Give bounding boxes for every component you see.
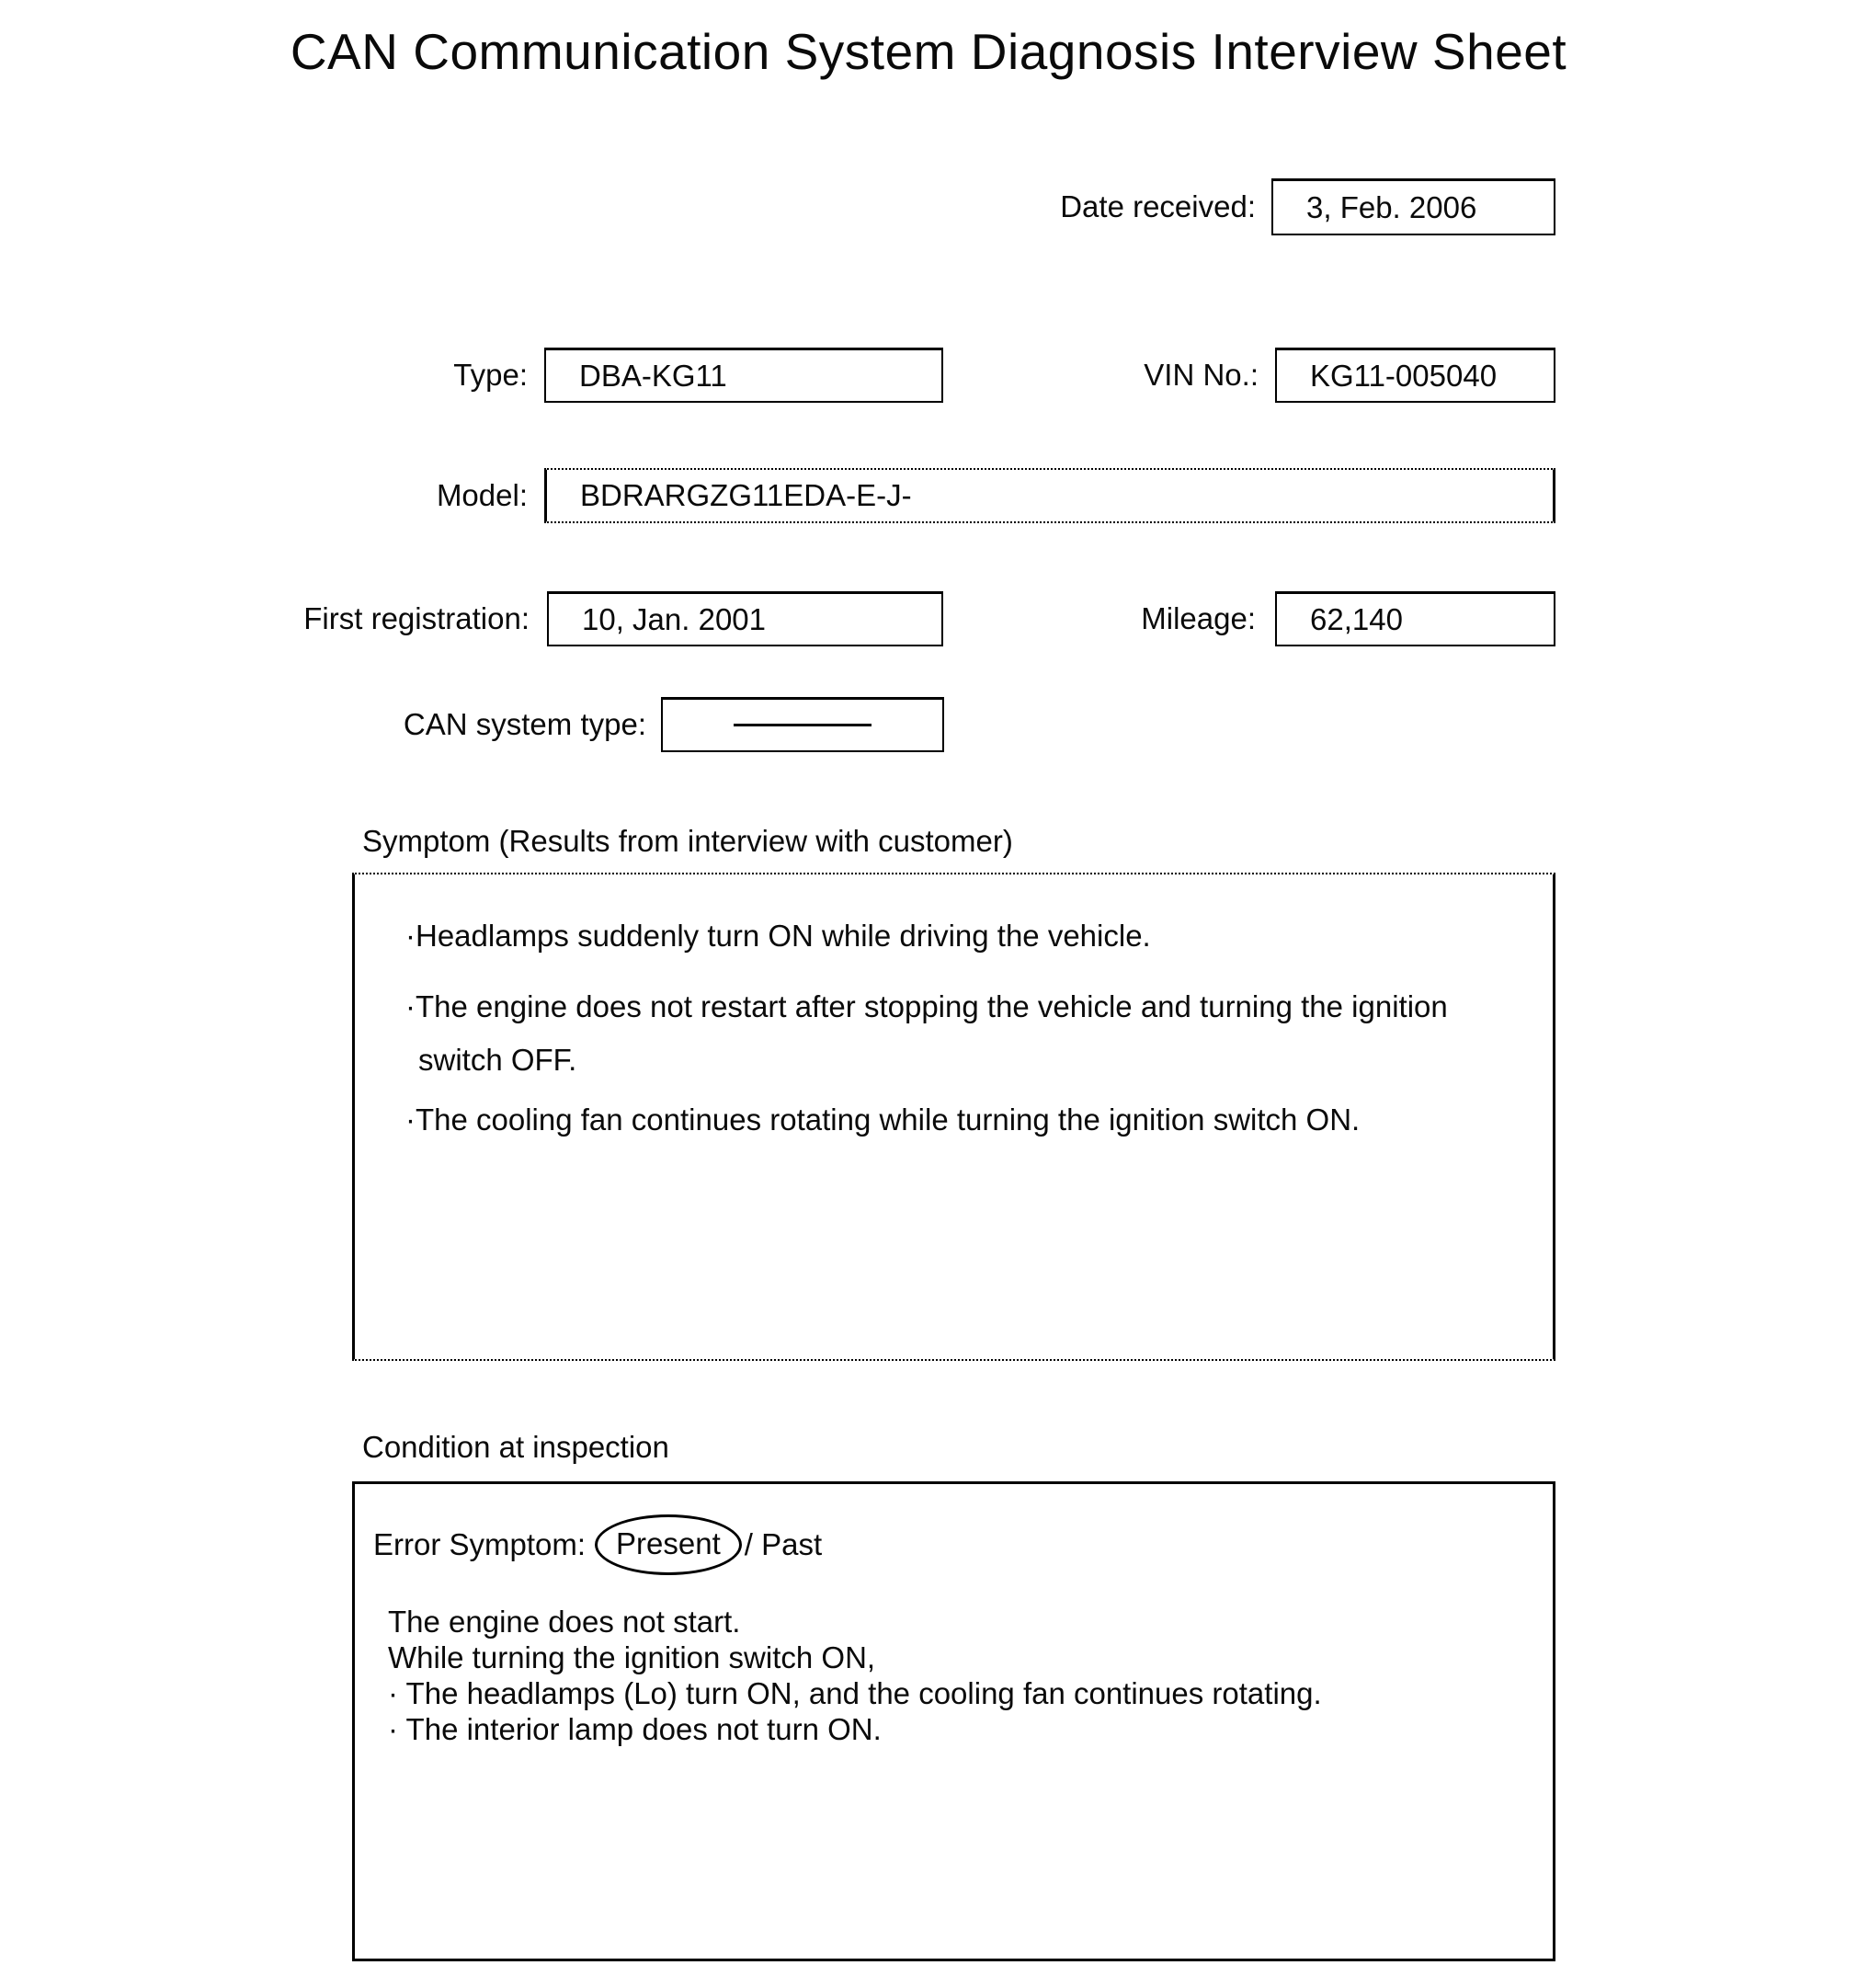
empty-value-dash [734, 724, 872, 726]
vin-box [1275, 348, 1555, 403]
model-label: Model: [436, 478, 528, 512]
condition-description [388, 1604, 1516, 1747]
vin-label: VIN No.: [1144, 358, 1259, 392]
symptom-line-continuation: switch OFF. [418, 1043, 577, 1077]
symptom-line: ·The engine does not restart after stopping the vehicle and turning the ignition [405, 989, 1448, 1023]
date-received-box [1271, 178, 1555, 235]
symptom-heading: Symptom (Results from interview with customer) [362, 824, 1013, 858]
present-option-text: Present [616, 1526, 721, 1560]
page-title: CAN Communication System Diagnosis Interview Sheet [290, 23, 1567, 80]
date-received-value: 3, Feb. 2006 [1306, 189, 1477, 224]
condition-line: While turning the ignition switch ON, [388, 1640, 876, 1674]
condition-line: The engine does not start. [388, 1605, 741, 1639]
condition-line: · The interior lamp does not turn ON. [388, 1712, 882, 1746]
first-registration-label: First registration: [303, 601, 530, 635]
symptom-line: ·Headlamps suddenly turn ON while driving the vehicle. [405, 919, 1151, 953]
type-value: DBA-KG11 [579, 358, 727, 393]
first-registration-value: 10, Jan. 2001 [582, 601, 766, 636]
mileage-label: Mileage: [1141, 601, 1256, 635]
symptom-box [352, 873, 1555, 1361]
condition-line: · The headlamps (Lo) turn ON, and the cooling fan continues rotating. [388, 1676, 1322, 1710]
can-system-type-label: CAN system type: [403, 707, 646, 741]
present-option-circled [595, 1514, 742, 1575]
can-system-type-box [661, 697, 944, 752]
error-symptom-label: Error Symptom: [373, 1527, 587, 1561]
model-value: BDRARGZG11EDA-E-J- [580, 478, 912, 512]
type-label: Type: [453, 358, 528, 392]
vin-value: KG11-005040 [1310, 358, 1498, 393]
mileage-value: 62,140 [1310, 601, 1403, 636]
date-received-label: Date received: [1060, 189, 1256, 223]
model-box [544, 468, 1555, 523]
mileage-box [1275, 591, 1555, 646]
error-symptom-row [373, 1510, 1516, 1580]
type-box [544, 348, 943, 403]
past-option-text: / Past [744, 1527, 823, 1561]
condition-box [352, 1481, 1555, 1961]
first-registration-box [547, 591, 943, 646]
symptom-line: ·The cooling fan continues rotating while turning the ignition switch ON. [405, 1103, 1361, 1137]
condition-heading: Condition at inspection [362, 1430, 669, 1464]
